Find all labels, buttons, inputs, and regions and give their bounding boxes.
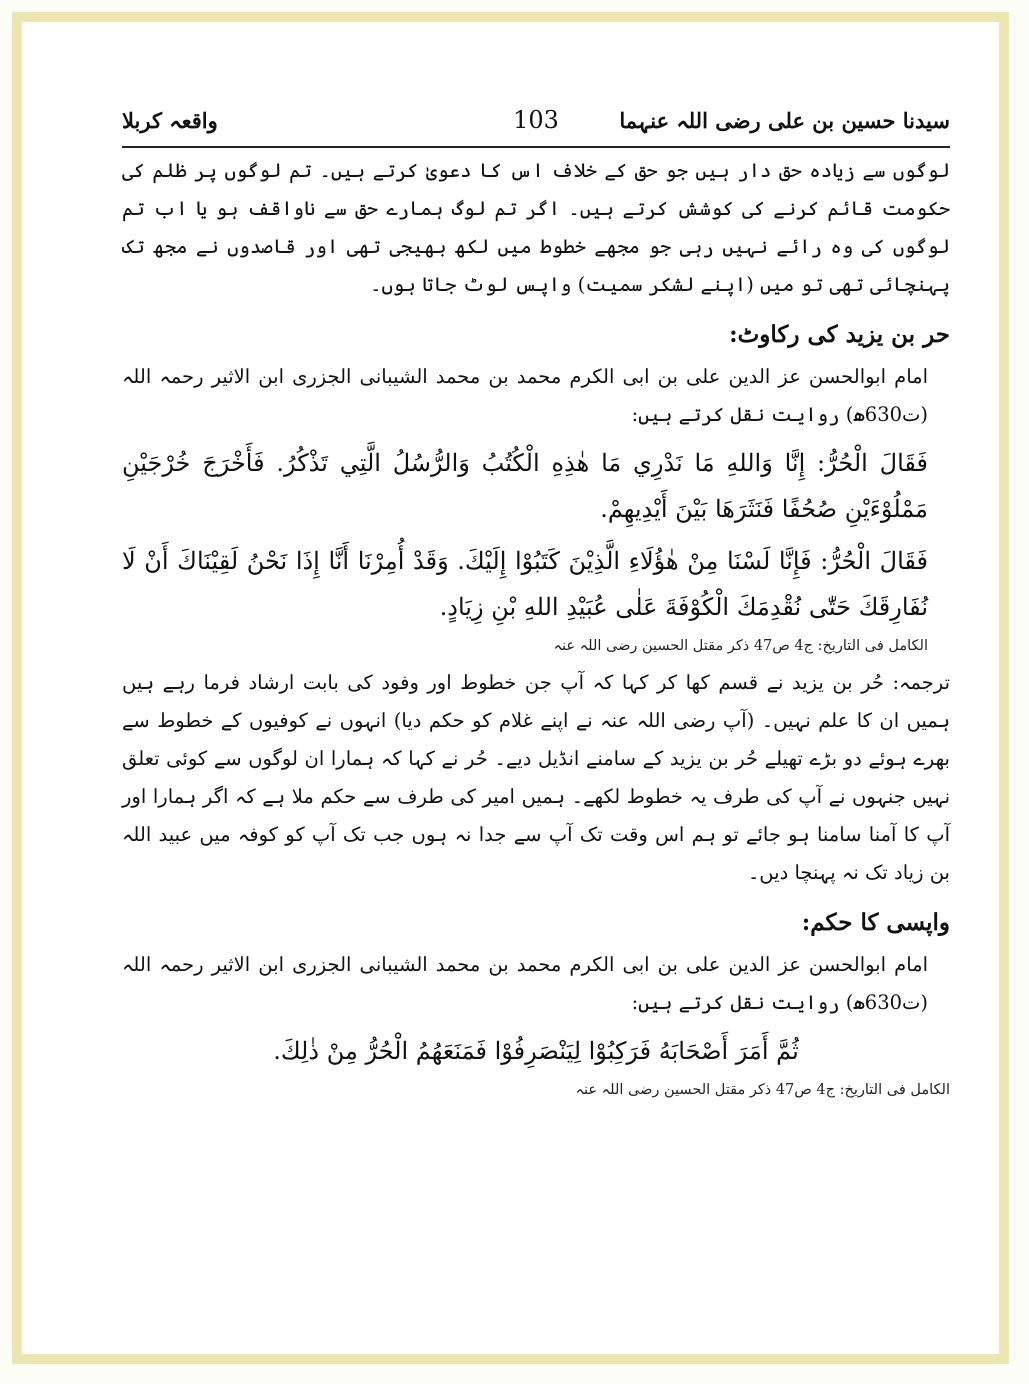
chapter-title: واقعہ کربلا	[122, 108, 218, 133]
intro-paragraph: لوگوں سے زیادہ حق دار ہیں جو حق کے خلاف اس کا دعویٰ کرتے ہیں۔ تم لوگوں پر ظلم کی حکومت قائم کرنے کی کوشش کرتے ہیں۔ اگر تم لوگ ہمارے حق سے ناواقف ہو یا اب تم لوگوں کی وہ رائے نہیں رہی جو مجھے خطوط میں لکھ بھیجی تھی اور قاصدوں نے مجھ تک پہنچائی تھی تو میں (اپنے لشکر سمیت) واپس لوٹ جاتا ہوں۔	[122, 159, 950, 296]
section-heading-return-order: واپسی کا حکم:	[801, 909, 950, 936]
book-title: سیدنا حسین بن علی رضی اللہ عنہما	[619, 108, 950, 133]
section-heading-hurr-obstruction: حر بن یزید کی رکاوٹ:	[729, 321, 950, 348]
reference-2: الکامل فی التاریخ: ج4 ص47 ذکر مقتل الحسین رضی اللہ عنہ	[575, 1082, 950, 1098]
source-attribution-2: امام ابوالحسن عز الدین علی بن ابی الکرم محمد بن محمد الشیبانی الجزری ابن الاثیر رحمہ اللہ (ت630ھ) روایت نقل کرتے ہیں:	[122, 953, 928, 1014]
arabic-text-2: فَقَالَ الْحُرُّ: فَإِنَّا لَسْنَا مِنْ هٰؤُلَاءِ الَّذِيْنَ كَتَبُوْا إِلَيْكَ. وَقَدْ أُمِرْنَا أَنَّا إِذَا نَحْنُ لَقِيْنَاكَ أَنْ لَا نُفَارِقَكَ حَتّٰى نُقْدِمَكَ الْكُوْفَةَ عَلٰى عُبَيْدِ اللهِ بْنِ زِيَادٍ.	[122, 547, 928, 621]
document-page	[122, 102, 950, 1342]
arabic-text-1: فَقَالَ الْحُرُّ: إِنَّا وَاللهِ مَا نَدْرِي مَا هٰذِهِ الْكُتُبُ وَالرُّسُلُ الَّتِي تَذْكُرُ. فَأَخْرَجَ خُرْجَيْنِ مَمْلُوْءَيْنِ صُحُفًا فَنَثَرَهَا بَيْنَ أَيْدِيهِمْ.	[122, 449, 928, 523]
page-header	[122, 102, 950, 148]
reference-1: الکامل فی التاریخ: ج4 ص47 ذکر مقتل الحسین رضی اللہ عنہ	[553, 638, 928, 654]
translation-paragraph: ترجمہ: حُر بن یزید نے قسم کھا کر کہا کہ آپ جن خطوط اور وفود کی بابت ارشاد فرما رہے ہیں ہمیں ان کا علم نہیں۔ (آپ رضی اللہ عنہ نے اپنے غلام کو حکم دیا) انہوں نے کوفیوں کے خطوط سے بھرے ہوئے دو بڑے تھیلے حُر بن یزید کے سامنے انڈیل دیے۔ حُر نے کہا کہ ہمارا ان لوگوں سے کوئی تعلق نہیں جنہوں نے آپ کی طرف یہ خطوط لکھے۔ ہمیں امیر کی طرف سے حکم ملا ہے کہ اگر ہمارا اور آپ کا آمنا سامنا ہو جائے تو ہم اس وقت تک آپ سے جدا نہ ہوں جب تک آپ کو کوفہ میں عبید اللہ بن زیاد تک نہ پہنچا دیں۔	[122, 671, 950, 884]
arabic-text-3: ثُمَّ أَمَرَ أَصْحَابَهُ فَرَكِبُوْا لِيَنْصَرِفُوْا فَمَنَعَهُمُ الْحُرُّ مِنْ ذٰلِكَ.	[273, 1037, 799, 1065]
source-attribution-1: امام ابوالحسن عز الدین علی بن ابی الکرم محمد بن محمد الشیبانی الجزری ابن الاثیر رحمہ اللہ (ت630ھ) روایت نقل کرتے ہیں:	[122, 365, 928, 426]
page-number: 103	[513, 106, 559, 134]
page-frame	[12, 12, 1009, 1364]
